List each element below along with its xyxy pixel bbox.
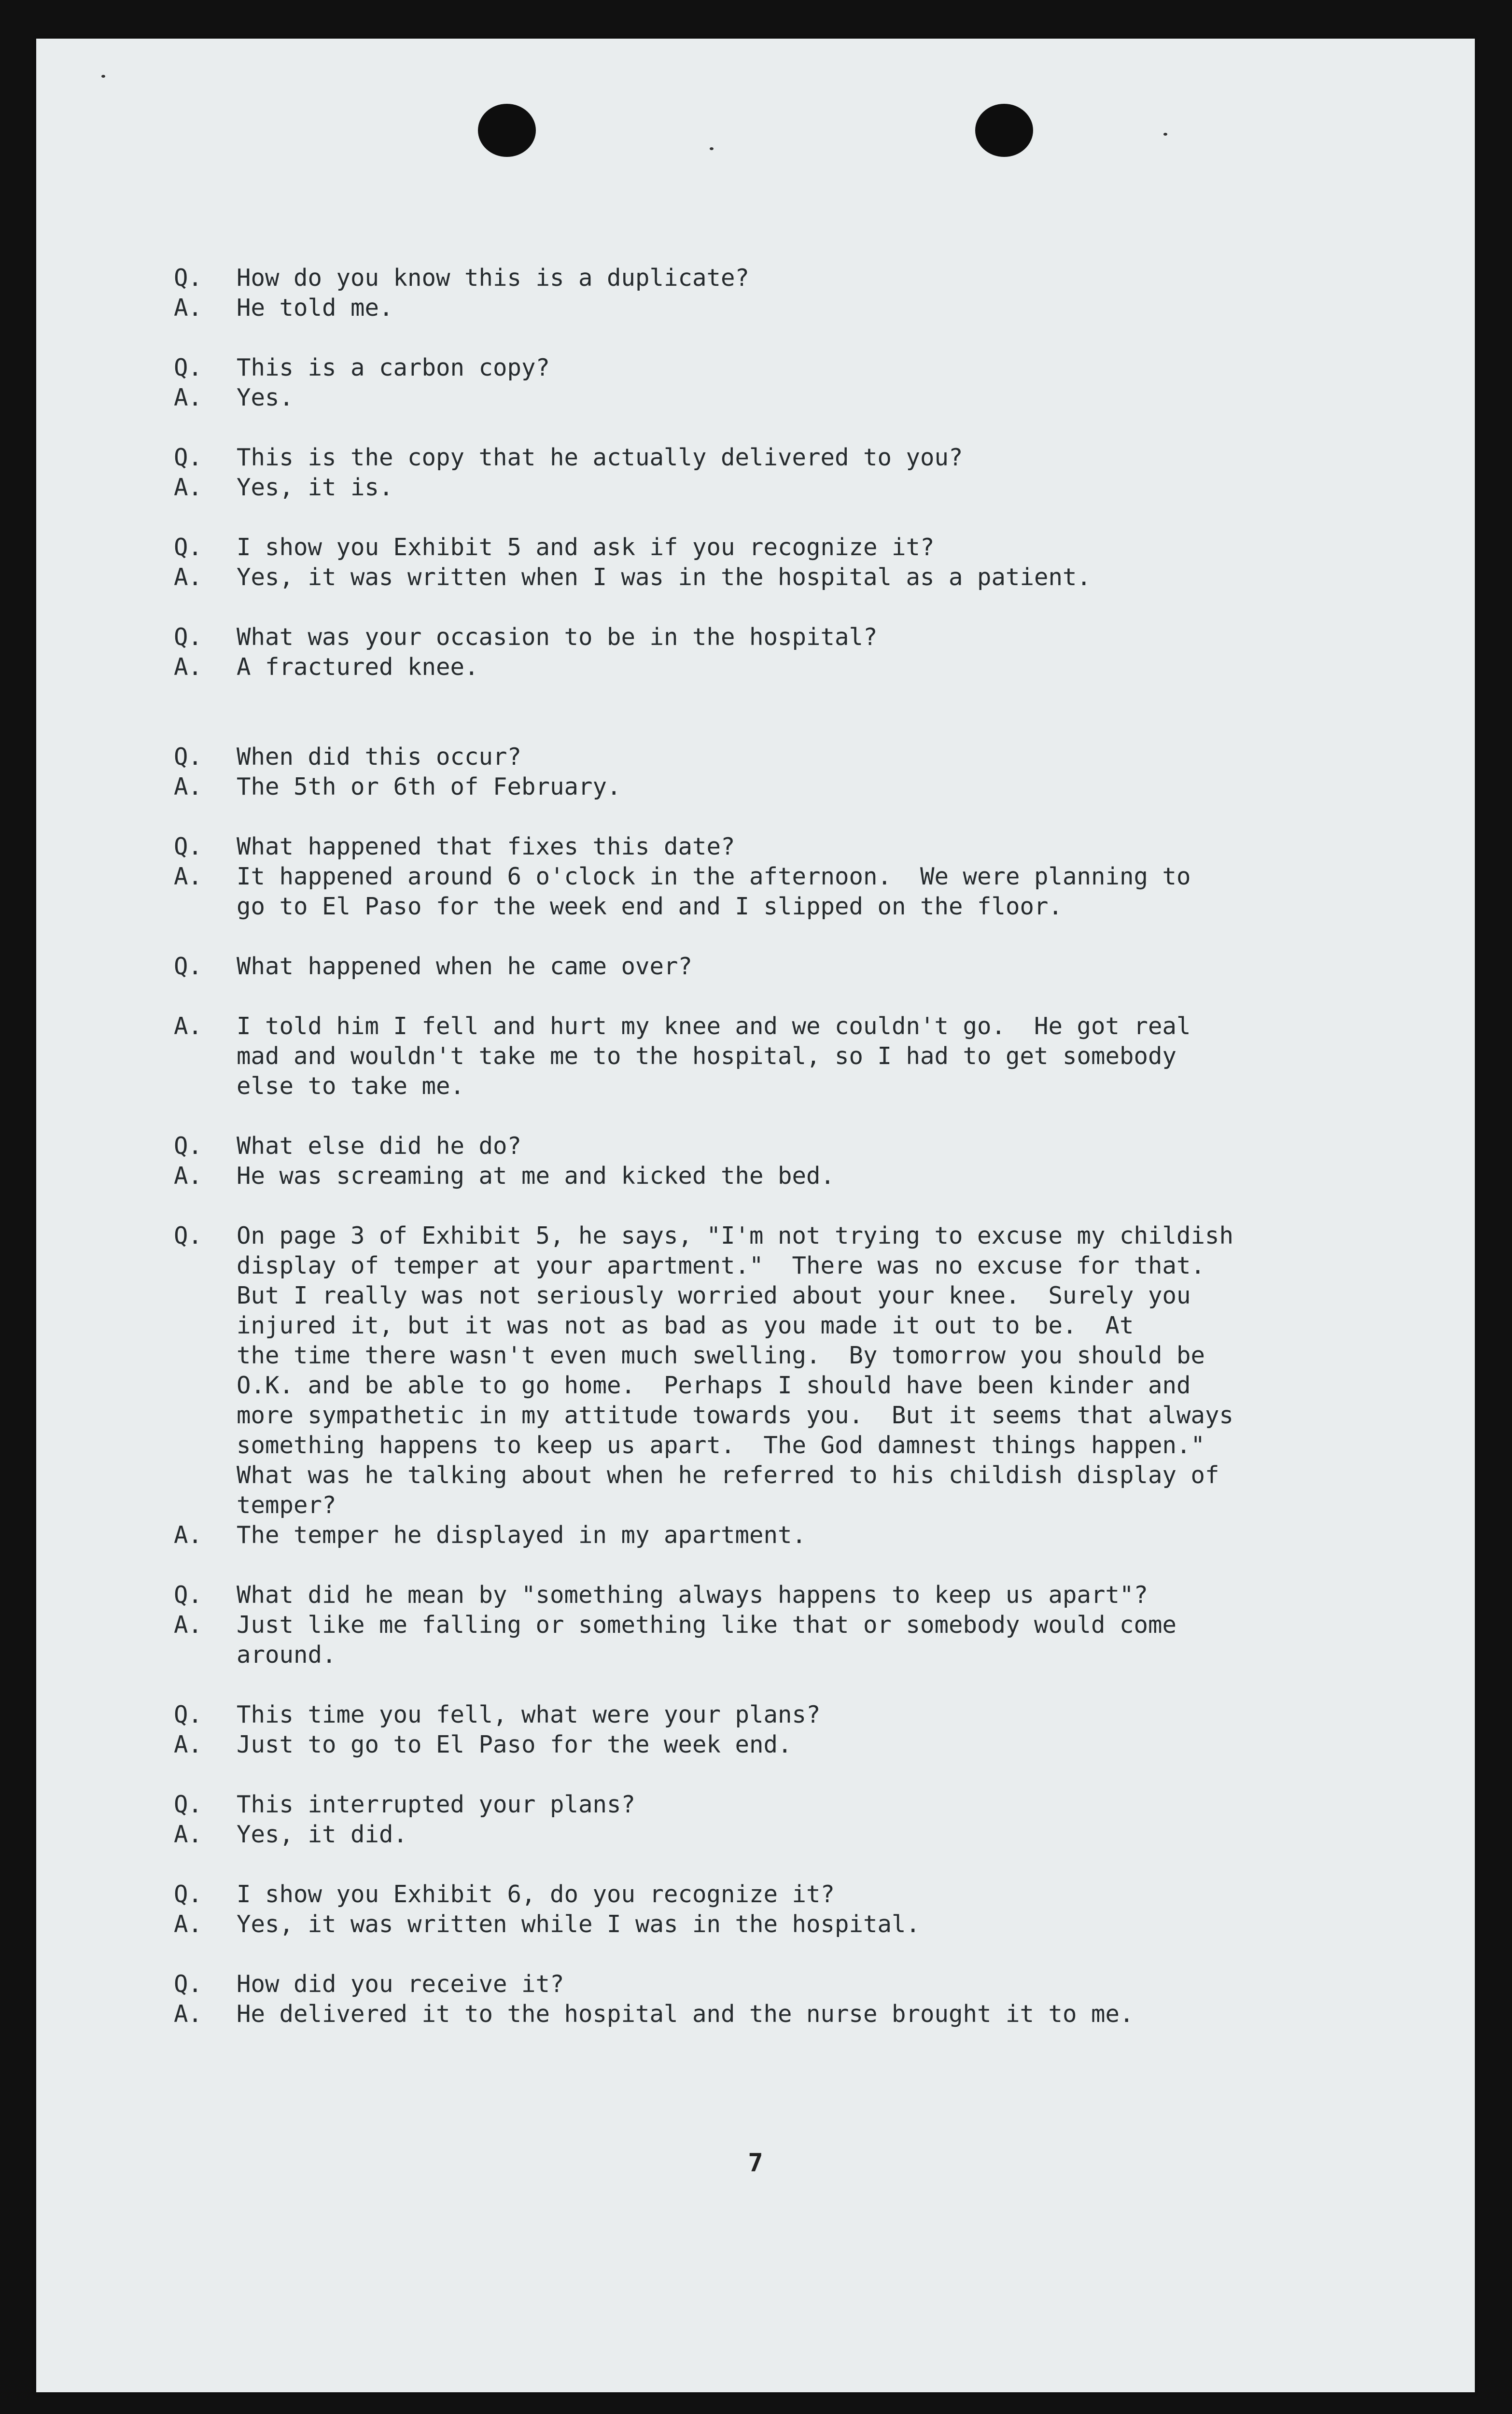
answer-text: Yes, it is.: [237, 474, 393, 501]
punch-hole: [975, 104, 1033, 157]
question-label: Q.: [174, 953, 203, 980]
answer-label: A.: [174, 294, 203, 322]
transcript: [174, 263, 1390, 2059]
question-label: Q.: [174, 354, 203, 381]
question-label: Q.: [174, 1132, 203, 1160]
answer-label: A.: [174, 563, 203, 591]
question-label: Q.: [174, 1701, 203, 1728]
question-label: Q.: [174, 743, 203, 771]
question-text: What did he mean by "something always happens to keep us apart"?: [237, 1581, 1148, 1609]
qa-pair: [174, 1221, 1390, 1550]
qa-pair: [174, 832, 1390, 922]
qa-pair: [174, 263, 1390, 323]
answer-text: Just like me falling or something like that or somebody would come around.: [237, 1611, 1177, 1669]
answer-text: It happened around 6 o'clock in the afternoon. We were planning to go to El Paso for the week end and I slipped on the floor.: [237, 863, 1191, 920]
qa-pair: [174, 533, 1390, 592]
question-text: I show you Exhibit 5 and ask if you recognize it?: [237, 533, 935, 561]
answer-label: A.: [174, 863, 203, 890]
question-text: This is a carbon copy?: [237, 354, 550, 381]
page-number: 7: [748, 2148, 763, 2177]
answer-label: A.: [174, 773, 203, 800]
question-text: I show you Exhibit 6, do you recognize it?: [237, 1881, 835, 1908]
answer-text: Yes, it did.: [237, 1821, 408, 1848]
answer-label: A.: [174, 1731, 203, 1758]
qa-pair: [174, 1580, 1390, 1670]
qa-pair: [174, 443, 1390, 503]
answer-text: A fractured knee.: [237, 653, 479, 681]
answer-label: A.: [174, 1012, 203, 1040]
speck: [1163, 133, 1167, 136]
qa-pair: [174, 952, 1390, 1101]
question-label: Q.: [174, 1970, 203, 1998]
question-text: What happened that fixes this date?: [237, 833, 735, 860]
answer-text: He told me.: [237, 294, 393, 322]
answer-text: Just to go to El Paso for the week end.: [237, 1731, 792, 1758]
question-label: Q.: [174, 1791, 203, 1818]
speck: [710, 147, 714, 150]
question-label: Q.: [174, 623, 203, 651]
question-text: This time you fell, what were your plans?: [237, 1701, 821, 1728]
question-text: This interrupted your plans?: [237, 1791, 636, 1818]
question-text: How did you receive it?: [237, 1970, 564, 1998]
speck: [101, 75, 105, 78]
question-text: How do you know this is a duplicate?: [237, 264, 750, 292]
question-text: This is the copy that he actually delivered to you?: [237, 444, 963, 471]
answer-text: The 5th or 6th of February.: [237, 773, 621, 800]
answer-label: A.: [174, 1821, 203, 1848]
question-text: On page 3 of Exhibit 5, he says, "I'm not trying to excuse my childish display of temper at your apartment." There was no excuse for that. But I really was not seriously worried about your knee. Surely you injured it, but it was not as bad as you made it out to be. At the time there wasn't even much swelling. By tomorrow you should be O.K. and be able to go home. Perhaps I should have been kinder and more sympathetic in my attitude towards you. But it seems that always something happens to keep us apart. The God damnest things happen." What was he talking about when he referred to his childish display of temper?: [237, 1222, 1234, 1519]
qa-pair: [174, 1880, 1390, 1939]
answer-label: A.: [174, 1910, 203, 1938]
answer-label: A.: [174, 474, 203, 501]
answer-label: A.: [174, 2000, 203, 2028]
question-label: Q.: [174, 533, 203, 561]
answer-text: The temper he displayed in my apartment.: [237, 1521, 807, 1549]
question-label: Q.: [174, 444, 203, 471]
answer-text: He delivered it to the hospital and the nurse brought it to me.: [237, 2000, 1134, 2028]
answer-label: A.: [174, 1611, 203, 1639]
question-label: Q.: [174, 1881, 203, 1908]
qa-pair: [174, 353, 1390, 413]
qa-pair: [174, 1969, 1390, 2029]
answer-text: Yes, it was written while I was in the hospital.: [237, 1910, 921, 1938]
qa-pair: [174, 622, 1390, 682]
question-text: What happened when he came over?: [237, 953, 693, 980]
question-label: Q.: [174, 833, 203, 860]
question-label: Q.: [174, 264, 203, 292]
qa-pair: [174, 1700, 1390, 1760]
answer-text: Yes.: [237, 384, 294, 411]
answer-label: A.: [174, 653, 203, 681]
answer-label: A.: [174, 1521, 203, 1549]
qa-pair: [174, 1131, 1390, 1191]
punch-hole: [478, 104, 536, 157]
answer-label: A.: [174, 384, 203, 411]
question-text: What else did he do?: [237, 1132, 522, 1160]
answer-text: Yes, it was written when I was in the hospital as a patient.: [237, 563, 1092, 591]
document-page: [36, 39, 1475, 2392]
answer-label: A.: [174, 1162, 203, 1190]
answer-text: He was screaming at me and kicked the bed.: [237, 1162, 835, 1190]
question-label: Q.: [174, 1222, 203, 1249]
answer-text: I told him I fell and hurt my knee and we couldn't go. He got real mad and wouldn't take me to the hospital, so I had to get somebody else to take me.: [237, 1012, 1191, 1100]
question-text: What was your occasion to be in the hospital?: [237, 623, 878, 651]
qa-pair: [174, 742, 1390, 802]
question-label: Q.: [174, 1581, 203, 1609]
qa-pair: [174, 1790, 1390, 1850]
question-text: When did this occur?: [237, 743, 522, 771]
